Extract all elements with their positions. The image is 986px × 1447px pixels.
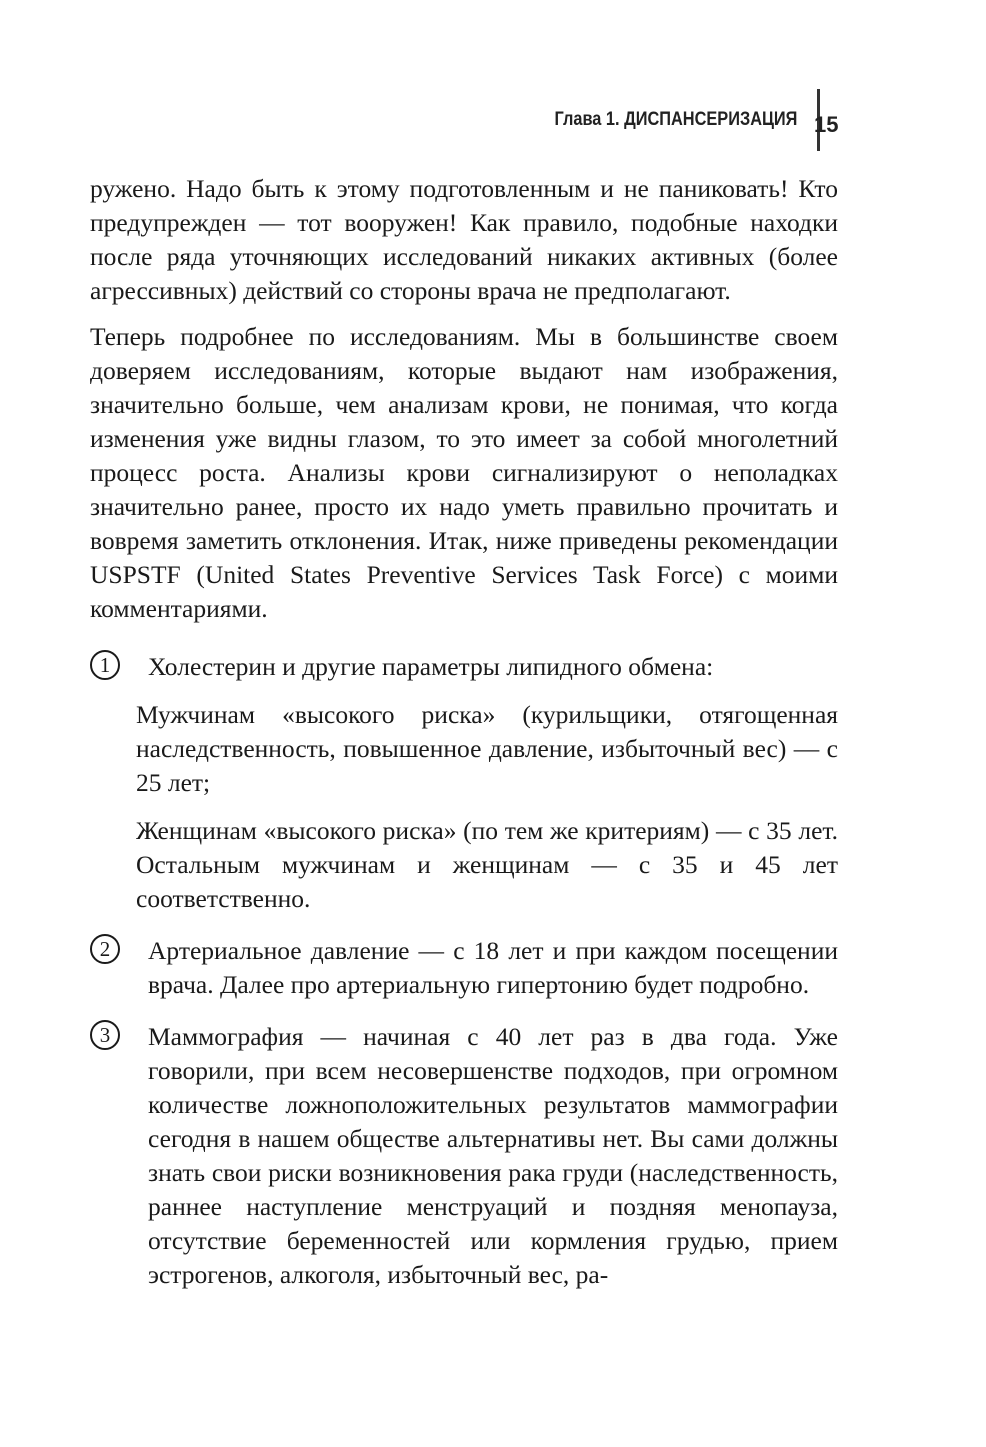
running-head: Глава 1. ДИСПАНСЕРИЗАЦИЯ (554, 109, 797, 130)
list-sub-paragraph: Женщинам «высокого риска» (по тем же критериям) — с 35 лет. Остальным мужчинам и женщинам — с 35 и 45 лет соответственно. (136, 816, 838, 913)
circled-number-marker: 1 (90, 650, 120, 680)
list-item-text: Холестерин и другие параметры липидного обмена: (148, 652, 714, 681)
list-item (90, 1020, 838, 1292)
circled-number-marker: 2 (90, 934, 120, 964)
circled-number-marker: 3 (90, 1020, 120, 1050)
list-item-text: Маммография — начиная с 40 лет раз в два года. Уже говорили, при всем несовершенстве подходов, при огромном количестве ложноположительных результатов маммографии сегодня в нашем обществе альтернативы нет. Вы сами должны знать свои риски возникновения рака груди (наследственность, раннее наступление менструаций и поздняя менопауза, отсутствие беременностей или кормления грудью, прием эстрогенов, алкоголя, избыточный вес, ра- (148, 1022, 838, 1289)
body-text (90, 172, 838, 1292)
page-number: 15 (814, 112, 839, 137)
list-item (90, 934, 838, 1002)
list-sub-paragraph: Мужчинам «высокого риска» (курильщики, отягощенная наследственность, повышенное давление, избыточный вес) — с 25 лет; (136, 700, 838, 797)
list-item (90, 650, 838, 916)
paragraph: ружено. Надо быть к этому подготовленным и не паниковать! Кто предупрежден — тот вооружен! Как правило, подобные находки после ряда уточняющих исследований никаких активных (более агрессивных) действий со стороны врача не предполагают. (90, 174, 838, 305)
paragraph: Теперь подробнее по исследованиям. Мы в большинстве своем доверяем исследованиям, которые выдают нам изображения, значительно больше, чем анализам крови, не понимая, что когда изменения уже видны глазом, то это имеет за собой многолетний процесс роста. Анализы крови сигнализируют о неполадках значительно ранее, просто их надо уметь правильно прочитать и вовремя заметить отклонения. Итак, ниже приведены рекомендации USPSTF (United States Preventive Services Task Force) с моими комментариями. (90, 322, 838, 623)
list-item-text: Артериальное давление — с 18 лет и при каждом посещении врача. Далее про артериальную гипертонию будет подробно. (148, 936, 838, 999)
page-header (515, 88, 844, 152)
